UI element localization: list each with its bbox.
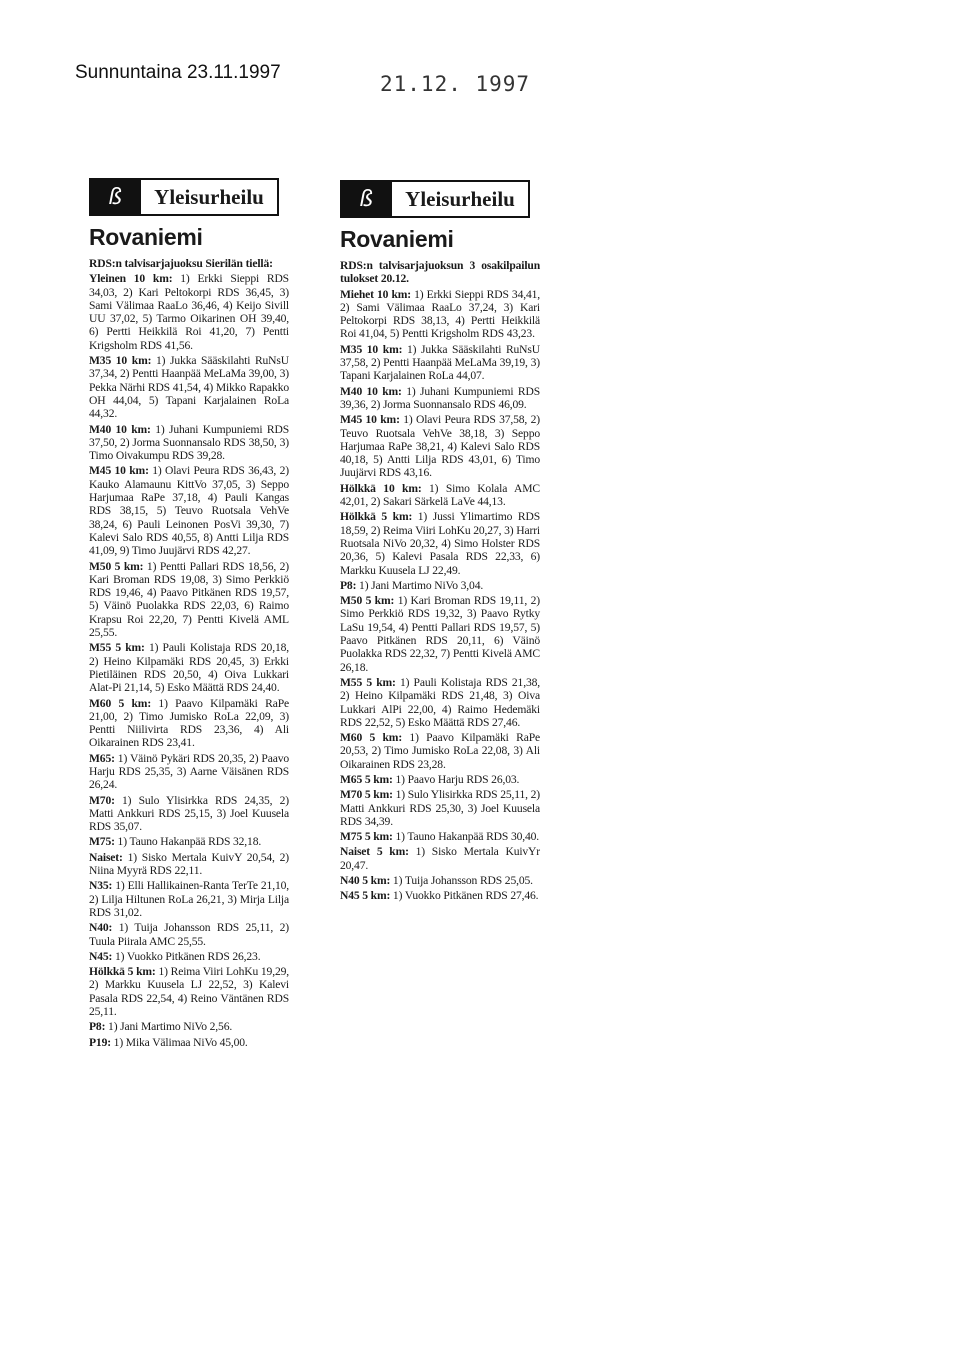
- section-header: [89, 178, 279, 216]
- category-label: P8:: [340, 578, 357, 592]
- category-results: 1) Vuokko Pitkänen RDS 26,23.: [112, 949, 261, 963]
- city-heading: Rovaniemi: [89, 224, 203, 250]
- category-label: M70:: [89, 793, 115, 807]
- category-label: P8:: [89, 1020, 106, 1034]
- result-paragraph: [89, 697, 289, 750]
- category-results: 1) Olavi Peura RDS 36,43, 2) Kauko Alamaunu KittVo 37,05, 3) Seppo Harjumaa RaPe 37,18, 4) Pauli Kangas RDS 38,15, 5) Teuvo Ruotsala VehVe 38,24, 6) Pauli Leinonen PosVi 39,30, 7) Kalevi Salo RDS 40,55, 8) Antti Lilja RDS 41,09, 9) Timo Juujärvi RDS 42,27.: [89, 464, 289, 558]
- category-label: M75:: [89, 835, 115, 849]
- category-label: RDS:n talvisarjajuoksun 3 osakilpailun tulokset 20.12.: [340, 259, 540, 286]
- category-label: RDS:n talvisarjajuoksu Sierilän tiellä:: [89, 257, 273, 270]
- result-paragraph: [340, 845, 540, 872]
- category-label: Miehet 10 km:: [340, 287, 411, 301]
- category-label: M65 5 km:: [340, 772, 393, 786]
- category-label: N45 5 km:: [340, 889, 391, 903]
- category-results: 1) Jukka Sääskilahti RuNsU 37,58, 2) Pentti Haanpää MeLaMa 39,19, 3) Tapani Karjalainen RoLa 44,07.: [340, 342, 540, 383]
- category-results: 1) Väinö Pykäri RDS 20,35, 2) Paavo Harju RDS 25,35, 3) Aarne Väisänen RDS 26,24.: [89, 751, 289, 792]
- result-paragraph: [340, 773, 540, 786]
- category-results: 1) Erkki Sieppi RDS 34,41, 2) Sami Välimaa RaaLo 37,24, 3) Kari Peltokorpi RDS 38,13, 4) Pertti Heikkilä Roi 41,04, 5) Pentti Krigsholm RDS 43,23.: [340, 287, 541, 341]
- category-results: 1) Paavo Harju RDS 26,03.: [392, 772, 520, 786]
- category-results: 1) Jani Martimo NiVo 3,04.: [356, 578, 484, 592]
- result-paragraph: [89, 950, 289, 963]
- clipping-1: [89, 178, 289, 1051]
- category-results: 1) Sisko Mertala KuivY 20,54, 2) Niina Myyrä RDS 22,11.: [89, 850, 289, 878]
- category-label: M60 5 km:: [89, 696, 152, 710]
- category-label: M55 5 km:: [340, 675, 396, 689]
- category-results: 1) Jani Martimo NiVo 2,56.: [105, 1020, 233, 1034]
- category-label: M60 5 km:: [340, 731, 403, 745]
- category-label: Yleinen 10 km:: [89, 272, 173, 286]
- category-results: 1) Vuokko Pitkänen RDS 27,46.: [390, 889, 539, 903]
- section-header: [340, 180, 530, 218]
- category-results: 1) Paavo Kilpamäki RaPe 20,53, 2) Timo Jumisko RoLa 22,08, 3) Ali Oikarainen RDS 23,28.: [340, 731, 540, 771]
- result-paragraph: [340, 288, 540, 341]
- result-paragraph: [89, 272, 289, 352]
- category-label: M50 5 km:: [340, 594, 395, 608]
- category-results: 1) Mika Välimaa NiVo 45,00.: [110, 1035, 248, 1049]
- runner-logo-icon: ß: [342, 182, 390, 216]
- category-results: 1) Reima Viiri LohKu 19,29, 2) Markku Kuusela LJ 22,52, 3) Kalevi Pasala RDS 22,54, 4) Reino Väntänen RDS 25,11.: [89, 965, 289, 1019]
- category-label: Hölkkä 10 km:: [340, 481, 422, 495]
- result-paragraph: [340, 510, 540, 576]
- category-results: 1) Sisko Mertala KuivYr 20,47.: [340, 845, 540, 872]
- result-paragraph: [340, 385, 540, 412]
- result-paragraph: [89, 794, 289, 834]
- category-results: 1) Juhani Kumpuniemi RDS 39,36, 2) Jorma Suonnansalo RDS 46,09.: [340, 384, 540, 411]
- city-heading: Rovaniemi: [340, 226, 454, 252]
- category-label: N40:: [89, 921, 113, 935]
- result-paragraph: [89, 464, 289, 557]
- category-results: 1) Sulo Ylisirkka RDS 25,11, 2) Matti Ankkuri RDS 25,30, 3) Joel Kuusela RDS 34,39.: [340, 788, 540, 828]
- category-label: M65:: [89, 751, 115, 765]
- category-results: 1) Paavo Kilpamäki RaPe 21,00, 2) Timo Jumisko RoLa 22,09, 3) Pentti Niilivirta RDS 23,36, 4) Ali Oikarainen RDS 23,41.: [89, 696, 289, 750]
- result-paragraph: [340, 874, 540, 887]
- printed-date: Sunnuntaina 23.11.1997: [75, 62, 281, 83]
- category-label: Naiset:: [89, 850, 123, 864]
- result-paragraph: [340, 788, 540, 828]
- clipping-2: [340, 180, 540, 905]
- category-results: 1) Jussi Ylimartimo RDS 18,59, 2) Reima Viiri LohKu 20,27, 3) Harri Ruotsala NiVo 20,32, 4) Simo Holster RDS 20,36, 5) Kalevi Pasala RDS 22,33, 6) Markku Kuusela LJ 22,49.: [340, 510, 540, 577]
- category-label: M40 10 km:: [89, 422, 151, 436]
- category-label: M45 10 km:: [340, 413, 400, 427]
- category-results: 1) Tuija Johansson RDS 25,05.: [390, 874, 533, 888]
- category-label: M55 5 km:: [89, 641, 145, 655]
- category-label: M75 5 km:: [340, 830, 393, 844]
- result-paragraph: [340, 482, 540, 509]
- category-results: 1) Tauno Hakanpää RDS 32,18.: [114, 835, 262, 849]
- section-title: Yleisurheilu: [390, 182, 528, 216]
- category-results: 1) Pauli Kolistaja RDS 21,38, 2) Heino Kilpamäki RDS 21,48, 3) Oiva Lukkari AlPi 22,00, 4) Raimo Hedemäki RDS 22,52, 5) Esko Määttä RDS 27,46.: [340, 675, 540, 729]
- category-label: M35 10 km:: [340, 342, 403, 356]
- result-paragraph: [89, 1036, 289, 1049]
- category-results: 1) Erkki Sieppi RDS 34,03, 2) Kari Peltokorpi RDS 36,45, 3) Sami Välimaa RaaLo 36,46, 4) Keijo Sivill UU 37,02, 5) Tarmo Oikarinen OH 39,40, 6) Pertti Heikkilä Roi 41,20, 7) Pentti Krigsholm RDS 41,56.: [89, 272, 289, 352]
- result-paragraph: [89, 1020, 289, 1033]
- result-paragraph: [340, 259, 540, 286]
- stamp-date: 21.12. 1997: [380, 72, 531, 96]
- category-label: M70 5 km:: [340, 788, 393, 802]
- category-label: Hölkkä 5 km:: [89, 965, 156, 979]
- result-paragraph: [89, 879, 289, 919]
- result-paragraph: [89, 354, 289, 420]
- category-label: Hölkkä 5 km:: [340, 510, 413, 524]
- category-results: 1) Olavi Peura RDS 37,58, 2) Teuvo Ruotsala VehVe 38,18, 3) Seppo Harjumaa RaPe 38,21, 4) Kalevi Salo RDS 40,18, 5) Antti Lilja RDS 43,01, 6) Timo Juujärvi RDS 43,16.: [340, 413, 540, 480]
- category-label: N45:: [89, 949, 113, 963]
- category-results: 1) Pauli Kolistaja RDS 20,18, 2) Heino Kilpamäki RDS 20,45, 3) Erkki Pietiläinen RDS 20,50, 4) Oiva Lukkari Alat-Pi 21,14, 5) Esko Määttä RDS 24,40.: [89, 641, 289, 695]
- category-label: M35 10 km:: [89, 354, 152, 368]
- result-paragraph: [89, 851, 289, 878]
- category-results: 1) Kari Broman RDS 19,11, 2) Simo Perkkiö RDS 19,32, 3) Paavo Rytky LaSu 19,54, 4) Pentti Pallari RDS 19,57, 5) Paavo Pitkänen RDS 20,11, 6) Väinö Puolakka RDS 22,32, 7) Pentti Kivelä AMC 26,18.: [340, 594, 541, 674]
- result-paragraph: [340, 676, 540, 729]
- result-paragraph: [89, 257, 289, 270]
- category-results: 1) Simo Kolala AMC 42,01, 2) Sakari Särkelä LaVe 44,13.: [340, 481, 540, 509]
- section-title: Yleisurheilu: [139, 180, 277, 214]
- result-paragraph: [340, 413, 540, 479]
- result-paragraph: [340, 889, 540, 902]
- category-label: N35:: [89, 879, 113, 893]
- category-label: M50 5 km:: [89, 559, 144, 573]
- category-results: 1) Juhani Kumpuniemi RDS 37,50, 2) Jorma Suonnansalo RDS 38,50, 3) Timo Oivakumpu RDS 39,28.: [89, 422, 289, 463]
- category-results: 1) Pentti Pallari RDS 18,56, 2) Kari Broman RDS 19,08, 3) Simo Perkkiö RDS 19,46, 4) Paavo Pitkänen RDS 19,57, 5) Väinö Puolakka RDS 22,03, 6) Raimo Krapsu Roi 22,20, 7) Pentti Kivelä AML 25,55.: [89, 559, 290, 640]
- result-paragraph: [340, 830, 540, 843]
- result-paragraph: [340, 594, 540, 674]
- result-paragraph: [340, 343, 540, 383]
- category-results: 1) Elli Hallikainen-Ranta TerTe 21,10, 2) Lilja Hiltunen RoLa 26,21, 3) Mirja Lilja RDS 31,02.: [89, 879, 289, 919]
- category-results: 1) Tauno Hakanpää RDS 30,40.: [392, 830, 540, 844]
- result-paragraph: [89, 752, 289, 792]
- result-paragraph: [89, 423, 289, 463]
- result-paragraph: [89, 965, 289, 1018]
- category-results: 1) Jukka Sääskilahti RuNsU 37,34, 2) Pentti Haanpää MeLaMa 39,00, 3) Pekka Närhi RDS 41,54, 4) Mikko Rapakko OH 44,04, 5) Tapani Karjalainen RoLa 44,32.: [89, 354, 289, 421]
- category-label: N40 5 km:: [340, 874, 391, 888]
- result-paragraph: [340, 731, 540, 771]
- category-label: M40 10 km:: [340, 384, 402, 398]
- result-paragraph: [89, 835, 289, 848]
- result-paragraph: [89, 921, 289, 948]
- result-paragraph: [89, 641, 289, 694]
- category-results: 1) Tuija Johansson RDS 25,11, 2) Tuula Piirala AMC 25,55.: [89, 921, 289, 948]
- category-results: 1) Sulo Ylisirkka RDS 24,35, 2) Matti Ankkuri RDS 25,15, 3) Joel Kuusela RDS 35,07.: [89, 793, 289, 834]
- category-label: M45 10 km:: [89, 464, 149, 478]
- results-text: [89, 257, 289, 1049]
- results-text: [340, 259, 540, 903]
- runner-logo-icon: ß: [91, 180, 139, 214]
- category-label: Naiset 5 km:: [340, 845, 409, 859]
- category-label: P19:: [89, 1035, 111, 1049]
- result-paragraph: [89, 560, 289, 640]
- result-paragraph: [340, 579, 540, 592]
